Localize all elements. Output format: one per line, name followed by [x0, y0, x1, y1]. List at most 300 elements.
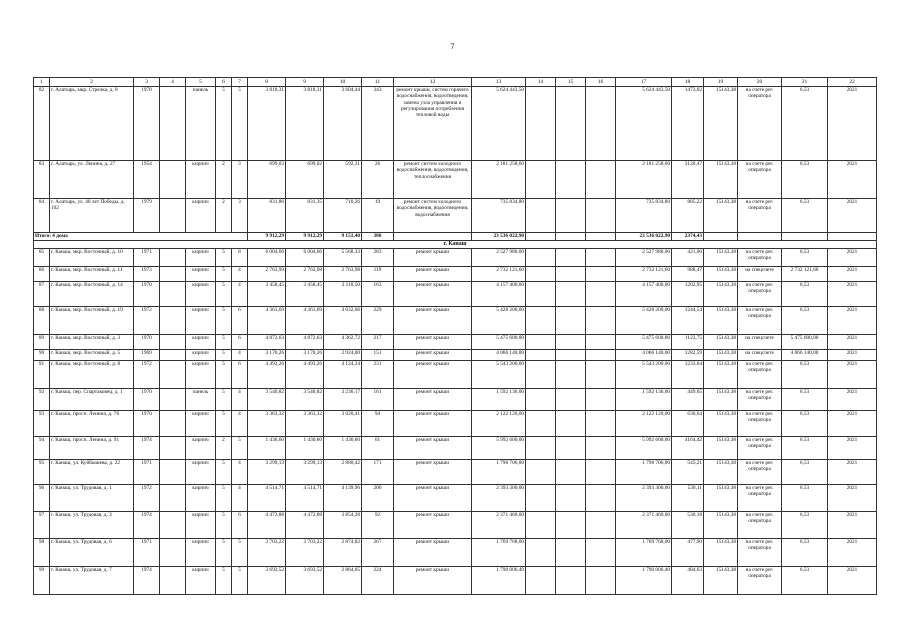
- table-cell: 88: [34, 307, 50, 335]
- table-cell: 1971: [134, 460, 160, 485]
- table-cell: [782, 233, 828, 241]
- table-cell: 343: [362, 87, 394, 161]
- table-cell: 5 428 200,00: [616, 307, 672, 335]
- table-cell: 2: [216, 199, 232, 233]
- table-cell: [586, 233, 616, 241]
- table-cell: на счете рег. оператора: [738, 437, 782, 460]
- table-cell: [160, 335, 186, 350]
- table-cell: [704, 233, 738, 241]
- table-cell: 15143,38: [704, 361, 738, 389]
- table-cell: г. Канаш, ул. Трудовая, д. 6: [50, 539, 134, 567]
- table-cell: ремонт крыши: [394, 460, 472, 485]
- page-number: 7: [450, 42, 455, 51]
- table-cell: [556, 233, 586, 241]
- table-cell: 3 693,52: [286, 567, 324, 595]
- table-cell: 9 151,40: [324, 233, 362, 241]
- table-cell: 1 798 706,00: [616, 460, 672, 485]
- table-cell: кирпич: [186, 361, 216, 389]
- table-cell: 2021: [828, 485, 877, 512]
- column-number: 7: [232, 78, 248, 87]
- table-cell: 5 543 200,00: [616, 361, 672, 389]
- table-cell: [586, 350, 616, 361]
- table-cell: 5 624 443,50: [616, 87, 672, 161]
- table-cell: 5: [232, 567, 248, 595]
- table-cell: ремонт крыши: [394, 411, 472, 437]
- table-cell: [526, 411, 556, 437]
- table-cell: 15143,38: [704, 199, 738, 233]
- table-cell: 15143,38: [704, 460, 738, 485]
- table-cell: на счете рег. оператора: [738, 567, 782, 595]
- table-cell: 2021: [828, 567, 877, 595]
- table-cell: 3 818,31: [286, 87, 324, 161]
- table-cell: 15143,38: [704, 282, 738, 307]
- table-cell: [586, 567, 616, 595]
- table-cell: [586, 161, 616, 199]
- table-cell: г. Канаш: [34, 241, 877, 249]
- table-cell: 15143,38: [704, 267, 738, 282]
- table-cell: 4 157 400,00: [472, 282, 526, 307]
- table-cell: [160, 567, 186, 595]
- table-cell: г. Алатырь, мкр. Стрелка, д. 8: [50, 87, 134, 161]
- table-cell: 6,53: [782, 199, 828, 233]
- table-cell: [526, 199, 556, 233]
- column-number: 20: [738, 78, 782, 87]
- table-cell: 2021: [828, 389, 877, 411]
- table-cell: 90: [34, 350, 50, 361]
- table-cell: 3 170,26: [248, 350, 286, 361]
- table-cell: [586, 485, 616, 512]
- column-number: 9: [286, 78, 324, 87]
- table-cell: [526, 485, 556, 512]
- table-cell: 231: [362, 361, 394, 389]
- table-cell: 1244,54: [672, 307, 704, 335]
- table-cell: 710,26: [324, 199, 362, 233]
- table-cell: 95: [34, 460, 50, 485]
- column-number: 13: [472, 78, 526, 87]
- table-cell: [160, 539, 186, 567]
- table-cell: 6,53: [782, 539, 828, 567]
- table-cell: 5 543 200,00: [472, 361, 526, 389]
- table-cell: 2 371 460,00: [472, 512, 526, 539]
- column-number: 15: [556, 78, 586, 87]
- table-cell: 1 790 006,40: [616, 567, 672, 595]
- table-cell: 3 693,52: [248, 567, 286, 595]
- table-cell: 5 475 600,00: [782, 335, 828, 350]
- table-cell: 96: [34, 485, 50, 512]
- table-cell: 4 872,63: [286, 335, 324, 350]
- table-cell: 4 361,69: [286, 307, 324, 335]
- table-cell: 1973: [134, 267, 160, 282]
- table-cell: 2 924,00: [324, 350, 362, 361]
- table-cell: панель: [186, 389, 216, 411]
- table-cell: 3 458,45: [248, 282, 286, 307]
- table-cell: 5: [216, 460, 232, 485]
- table-row: [34, 437, 877, 460]
- table-cell: 6,53: [782, 485, 828, 512]
- table-cell: кирпич: [186, 335, 216, 350]
- table-cell: 1974: [134, 437, 160, 460]
- table-cell: 23 536 022,90: [472, 233, 526, 241]
- table-cell: 15143,38: [704, 485, 738, 512]
- table-cell: 4164,42: [672, 437, 704, 460]
- table-cell: 630,64: [672, 411, 704, 437]
- table-cell: 4 362,72: [324, 335, 362, 350]
- table-cell: ремонт крыши: [394, 307, 472, 335]
- table-cell: [556, 389, 586, 411]
- table-cell: на счете рег. оператора: [738, 361, 782, 389]
- table-row: [34, 485, 877, 512]
- table-cell: 1 436,60: [248, 437, 286, 460]
- table-cell: 2 181 258,60: [616, 161, 672, 199]
- table-row: [34, 335, 877, 350]
- table-cell: [160, 460, 186, 485]
- table-cell: 94: [34, 437, 50, 460]
- table-cell: 2021: [828, 539, 877, 567]
- table-cell: на счете рег. оператора: [738, 249, 782, 267]
- table-cell: ремонт крыши: [394, 282, 472, 307]
- table-cell: [160, 389, 186, 411]
- table-cell: 1 769 768,00: [616, 539, 672, 567]
- table-cell: ремонт крыши: [394, 437, 472, 460]
- column-number-row: [34, 78, 877, 87]
- table-cell: 1123,75: [672, 335, 704, 350]
- table-cell: [586, 87, 616, 161]
- table-cell: 2 122 120,00: [616, 411, 672, 437]
- table-cell: 4 872,63: [248, 335, 286, 350]
- table-cell: 5 475 600,00: [472, 335, 526, 350]
- table-cell: 4 032,66: [324, 307, 362, 335]
- table-cell: 1 592 136,00: [472, 389, 526, 411]
- table-cell: 2021: [828, 512, 877, 539]
- table-cell: ремонт систем холодного водоснабжения, водоотведения, водоснабжения: [394, 199, 472, 233]
- table-cell: [586, 249, 616, 267]
- table-cell: 1 592 136,00: [616, 389, 672, 411]
- table-cell: ремонт крыши: [394, 335, 472, 350]
- table-cell: [586, 539, 616, 567]
- table-cell: 1971: [134, 249, 160, 267]
- table-cell: [160, 199, 186, 233]
- column-number: 1: [34, 78, 50, 87]
- table-cell: 283: [362, 249, 394, 267]
- table-row: [34, 161, 877, 199]
- table-cell: 4 066 140,00: [782, 350, 828, 361]
- table-cell: на счете рег. оператора: [738, 282, 782, 307]
- table-cell: 2 763,99: [248, 267, 286, 282]
- table-cell: 9 912,29: [286, 233, 324, 241]
- table-cell: ремонт крыши: [394, 567, 472, 595]
- table-cell: [526, 161, 556, 199]
- table-cell: [586, 512, 616, 539]
- table-cell: 151: [362, 350, 394, 361]
- table-cell: [556, 350, 586, 361]
- table-cell: [556, 411, 586, 437]
- table-cell: 23 536 022,90: [616, 233, 672, 241]
- column-number: 16: [586, 78, 616, 87]
- table-cell: [160, 437, 186, 460]
- table-cell: 5: [216, 282, 232, 307]
- table-cell: г. Канаш, мкр. Восточный, д. 10: [50, 249, 134, 267]
- table-cell: 3 118,50: [324, 282, 362, 307]
- column-number: 19: [704, 78, 738, 87]
- table-cell: 1233,64: [672, 361, 704, 389]
- table-cell: 1970: [134, 389, 160, 411]
- table-cell: [160, 485, 186, 512]
- table-cell: 4 493,26: [286, 361, 324, 389]
- table-cell: 6,53: [782, 389, 828, 411]
- table-cell: 83: [34, 161, 50, 199]
- column-number: 5: [186, 78, 216, 87]
- table-cell: г. Канаш, мкр. Восточный, д. 14: [50, 282, 134, 307]
- table-row: [34, 249, 877, 267]
- table-cell: 4 157 400,00: [616, 282, 672, 307]
- table-cell: 2 527 980,00: [616, 249, 672, 267]
- table-cell: [160, 307, 186, 335]
- table-cell: 171: [362, 460, 394, 485]
- table-cell: кирпич: [186, 350, 216, 361]
- table-cell: 2021: [828, 249, 877, 267]
- table-cell: 15143,38: [704, 87, 738, 161]
- table-cell: на счете рег. оператора: [738, 411, 782, 437]
- table-cell: 8: [232, 249, 248, 267]
- table-cell: 5: [216, 335, 232, 350]
- table-cell: [556, 161, 586, 199]
- table-cell: г. Канаш, ул. Трудовая, д. 7: [50, 567, 134, 595]
- table-cell: 1970: [134, 282, 160, 307]
- table-cell: 15143,38: [704, 539, 738, 567]
- table-cell: 3 363,32: [286, 411, 324, 437]
- city-header-row: [34, 241, 877, 249]
- table-cell: 6,53: [782, 87, 828, 161]
- repair-program-table: [33, 77, 877, 595]
- table-cell: на счете рег. оператора: [738, 539, 782, 567]
- table-cell: 99: [34, 567, 50, 595]
- table-cell: [586, 282, 616, 307]
- table-cell: 5: [216, 87, 232, 161]
- table-cell: [556, 87, 586, 161]
- table-cell: 4 124,24: [324, 361, 362, 389]
- column-number: 22: [828, 78, 877, 87]
- table-cell: 15143,38: [704, 389, 738, 411]
- table-cell: 1978: [134, 87, 160, 161]
- table-row: [34, 567, 877, 595]
- table-cell: 92: [362, 512, 394, 539]
- table-cell: 19: [362, 199, 394, 233]
- table-cell: [526, 233, 556, 241]
- table-cell: [160, 512, 186, 539]
- column-number: 14: [526, 78, 556, 87]
- table-cell: 6,53: [782, 512, 828, 539]
- table-cell: [394, 233, 472, 241]
- table-cell: 1972: [134, 485, 160, 512]
- table-cell: 2021: [828, 199, 877, 233]
- table-cell: г. Канаш, просп. Ленина, д. 76: [50, 411, 134, 437]
- table-cell: 3 170,26: [286, 350, 324, 361]
- table-cell: 2 732 121,60: [782, 267, 828, 282]
- table-cell: 91: [34, 361, 50, 389]
- table-cell: [586, 307, 616, 335]
- column-number: 6: [216, 78, 232, 87]
- table-cell: 3 299,13: [286, 460, 324, 485]
- table-cell: 6,53: [782, 307, 828, 335]
- table-cell: 2 864,05: [324, 567, 362, 595]
- table-cell: кирпич: [186, 567, 216, 595]
- table-cell: 5: [216, 389, 232, 411]
- table-cell: кирпич: [186, 267, 216, 282]
- table-cell: ремонт крыши: [394, 350, 472, 361]
- table-cell: 98: [34, 539, 50, 567]
- table-cell: 831,86: [248, 199, 286, 233]
- table-cell: 6: [232, 307, 248, 335]
- table-cell: 3 854,28: [324, 512, 362, 539]
- table-cell: 1 436,60: [324, 437, 362, 460]
- table-cell: 2 393 300,00: [472, 485, 526, 512]
- table-cell: 2 732 121,60: [616, 267, 672, 282]
- table-cell: 421,00: [672, 249, 704, 267]
- table-cell: [526, 350, 556, 361]
- table-cell: 1969: [134, 350, 160, 361]
- table-cell: [160, 350, 186, 361]
- table-cell: ремонт крыши: [394, 389, 472, 411]
- table-cell: ремонт систем холодного водоснабжения, водоотведения, теплоснабжения: [394, 161, 472, 199]
- table-cell: 3 540,82: [286, 389, 324, 411]
- table-cell: [160, 411, 186, 437]
- table-cell: 3 703,22: [248, 539, 286, 567]
- table-cell: 4: [232, 485, 248, 512]
- table-cell: [586, 267, 616, 282]
- table-cell: 3: [232, 199, 248, 233]
- table-cell: Итого: 4 дома: [34, 233, 248, 241]
- table-cell: на счете рег. оператора: [738, 199, 782, 233]
- table-cell: [526, 282, 556, 307]
- table-cell: 6: [232, 361, 248, 389]
- table-cell: 1970: [134, 411, 160, 437]
- table-cell: 15143,38: [704, 161, 738, 199]
- table-cell: [556, 282, 586, 307]
- table-cell: г. Канаш, мкр. Восточный, д. 5: [50, 350, 134, 361]
- table-cell: [556, 307, 586, 335]
- table-cell: 5: [216, 307, 232, 335]
- table-cell: [526, 539, 556, 567]
- table-cell: 5: [216, 350, 232, 361]
- table-cell: [160, 161, 186, 199]
- table-cell: на счете рег. оператора: [738, 307, 782, 335]
- table-cell: 6 004,66: [248, 249, 286, 267]
- table-cell: на счете рег. оператора: [738, 485, 782, 512]
- table-cell: 2 371 460,00: [616, 512, 672, 539]
- table-cell: 4 514,71: [286, 485, 324, 512]
- table-cell: 3 236,17: [324, 389, 362, 411]
- table-cell: на счете рег. оператора: [738, 161, 782, 199]
- table-cell: 5: [232, 437, 248, 460]
- table-cell: 2 874,82: [324, 539, 362, 567]
- table-cell: 86: [34, 267, 50, 282]
- table-cell: кирпич: [186, 411, 216, 437]
- table-cell: 6,53: [782, 282, 828, 307]
- table-cell: 84: [34, 199, 50, 233]
- table-row: [34, 307, 877, 335]
- table-cell: 94: [362, 411, 394, 437]
- table-cell: 5: [232, 539, 248, 567]
- table-cell: 4: [232, 267, 248, 282]
- table-cell: 6,53: [782, 460, 828, 485]
- table-cell: 545,21: [672, 460, 704, 485]
- table-cell: на счете рег. оператора: [738, 460, 782, 485]
- table-cell: 217: [362, 335, 394, 350]
- table-cell: 82: [34, 87, 50, 161]
- column-number: 2: [50, 78, 134, 87]
- table-cell: кирпич: [186, 307, 216, 335]
- table-cell: г. Канаш, ул. Куйбышева, д. 22: [50, 460, 134, 485]
- table-cell: [586, 460, 616, 485]
- table-cell: 988,47: [672, 267, 704, 282]
- column-number: 8: [248, 78, 286, 87]
- table-row: [34, 267, 877, 282]
- table-cell: ремонт крыши: [394, 267, 472, 282]
- table-cell: ремонт крыши: [394, 485, 472, 512]
- table-cell: 15143,38: [704, 307, 738, 335]
- table-cell: 4 472,88: [248, 512, 286, 539]
- table-cell: 2 763,98: [286, 267, 324, 282]
- table-cell: 4: [232, 350, 248, 361]
- table-row: [34, 361, 877, 389]
- table-cell: 2374,43: [672, 233, 704, 241]
- table-cell: 93: [34, 411, 50, 437]
- table-cell: 6,53: [782, 161, 828, 199]
- table-cell: 3 604,44: [324, 87, 362, 161]
- table-cell: 2021: [828, 267, 877, 282]
- table-cell: 4 066 140,00: [472, 350, 526, 361]
- table-cell: 224: [362, 567, 394, 595]
- table-cell: кирпич: [186, 485, 216, 512]
- table-cell: 530,18: [672, 512, 704, 539]
- table-cell: [556, 361, 586, 389]
- table-cell: 15143,38: [704, 411, 738, 437]
- table-cell: 4 472,88: [286, 512, 324, 539]
- table-cell: г. Канаш, мкр. Восточный, д. 8: [50, 361, 134, 389]
- table-row: [34, 539, 877, 567]
- column-number: 3: [134, 78, 160, 87]
- table-row: [34, 389, 877, 411]
- table-cell: [738, 233, 782, 241]
- table-cell: 3 363,32: [248, 411, 286, 437]
- table-cell: 1972: [134, 307, 160, 335]
- table-cell: [586, 437, 616, 460]
- table-cell: 2 880,42: [324, 460, 362, 485]
- table-cell: 1954: [134, 161, 160, 199]
- table-cell: [526, 335, 556, 350]
- table-cell: 5 992 600,00: [472, 437, 526, 460]
- table-cell: 6: [232, 335, 248, 350]
- table-cell: 2021: [828, 460, 877, 485]
- table-cell: [526, 460, 556, 485]
- table-cell: [556, 460, 586, 485]
- table-cell: г. Канаш, ул. Трудовая, д. 3: [50, 512, 134, 539]
- table-cell: [556, 539, 586, 567]
- table-cell: 2021: [828, 437, 877, 460]
- table-cell: 4: [232, 411, 248, 437]
- table-cell: на счете рег. оператора: [738, 389, 782, 411]
- table-cell: ремонт крыши: [394, 361, 472, 389]
- table-cell: 5: [216, 267, 232, 282]
- table-cell: ремонт крыши: [394, 512, 472, 539]
- table-cell: 484,63: [672, 567, 704, 595]
- column-number: 18: [672, 78, 704, 87]
- table-row: [34, 512, 877, 539]
- table-cell: 5 475 600,00: [616, 335, 672, 350]
- table-cell: 831,35: [286, 199, 324, 233]
- table-cell: 2021: [828, 87, 877, 161]
- table-cell: г. Канаш, мкр. Восточный, д. 3: [50, 335, 134, 350]
